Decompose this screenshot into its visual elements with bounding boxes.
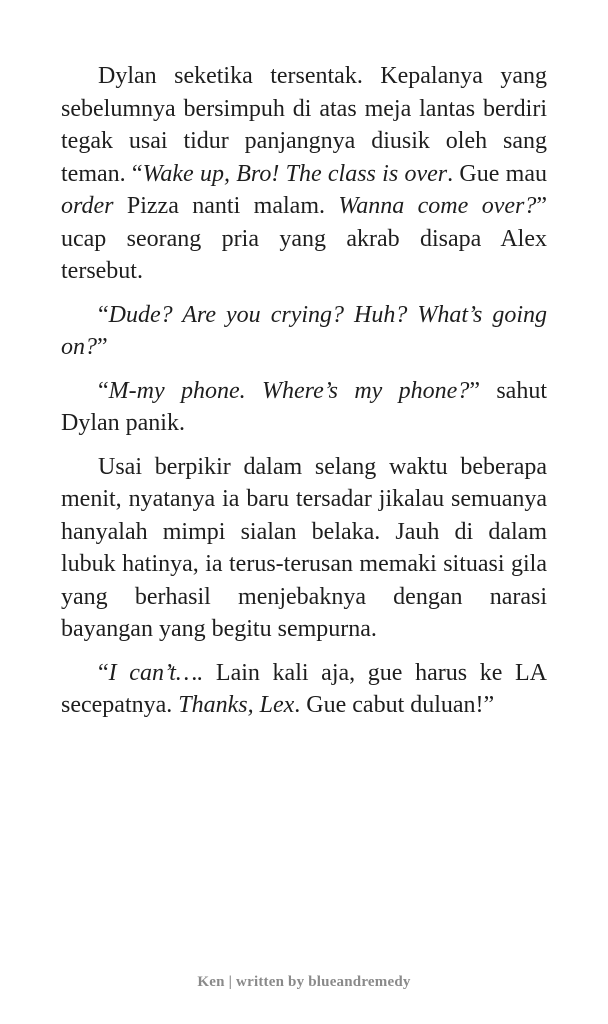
foreign-word-italic: order: [61, 193, 114, 219]
text-segment: “: [98, 301, 109, 328]
paragraph: [61, 451, 547, 646]
dialogue-italic: M-my phone. Where’s my phone?: [108, 377, 470, 404]
text-segment: ”: [97, 334, 108, 360]
paragraph: [61, 299, 547, 364]
dialogue-italic: Dude? Are you crying? Huh? What’s going on?: [61, 301, 547, 360]
paragraph: [61, 60, 547, 288]
text-segment: ” ucap seorang pria yang akrab disapa Alex tersebut.: [61, 193, 547, 284]
text-segment: Pizza nanti malam.: [113, 193, 339, 219]
dialogue-italic: Wanna come over?: [338, 193, 537, 219]
text-segment: Dylan seketika tersentak. Kepalanya yang sebelumnya bersimpuh di atas meja lantas berdiri tegak usai tidur panjangnya diusik oleh sang teman. “: [61, 63, 547, 187]
story-text: [61, 60, 547, 722]
text-segment: Lain kali aja, gue harus ke LA secepatnya.: [61, 659, 547, 718]
text-segment: ” sahut Dylan panik.: [61, 377, 547, 436]
page-footer: Ken | written by blueandremedy: [197, 974, 411, 990]
text-segment: “: [98, 659, 109, 686]
text-segment: “: [98, 377, 109, 404]
dialogue-italic: Wake up, Bro! The class is over: [142, 160, 448, 187]
paragraph: [61, 375, 547, 440]
dialogue-italic: Thanks, Lex: [178, 692, 295, 718]
text-segment: Usai berpikir dalam selang waktu beberapa menit, nyatanya ia baru tersadar jikalau semuanya hanyalah mimpi sialan belaka. Jauh di dalam lubuk hatinya, ia terus-terusan memaki situasi gila yang berhasil menjebaknya dengan narasi bayangan yang begitu sempurna.: [61, 453, 547, 642]
text-segment: . Gue mau: [447, 160, 547, 187]
paragraph: [61, 657, 547, 722]
text-segment: . Gue cabut duluan!”: [294, 692, 495, 718]
dialogue-italic: I can’t….: [108, 659, 204, 686]
